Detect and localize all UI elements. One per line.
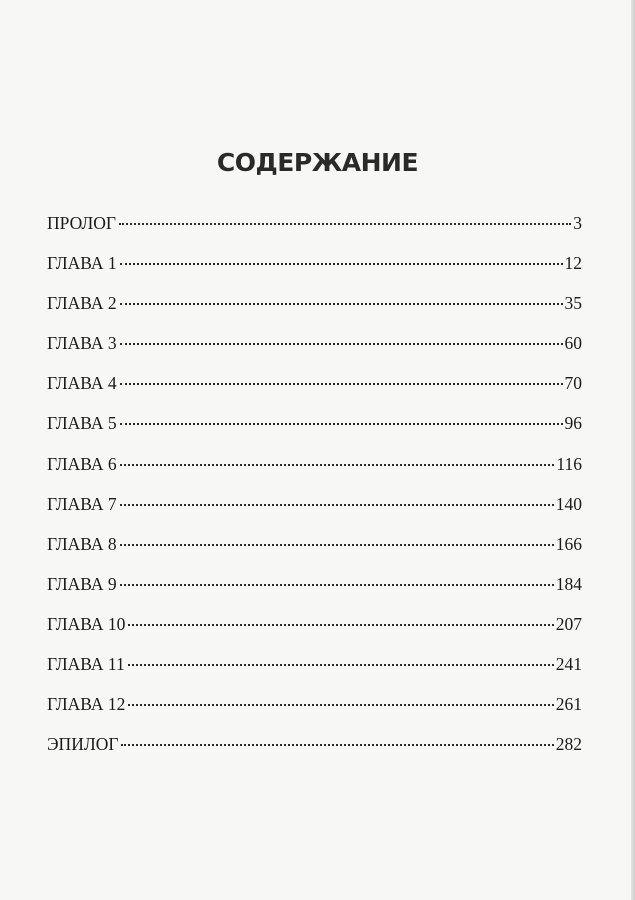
- page-title: СОДЕРЖАНИЕ: [216, 148, 419, 177]
- page-edge: [631, 0, 635, 900]
- toc-entry-label: ГЛАВА 1: [47, 253, 117, 274]
- toc-entry-page-number: 207: [555, 613, 582, 634]
- toc-entry-label: ГЛАВА 3: [47, 333, 117, 354]
- toc-entry: [47, 650, 582, 690]
- dot-leader: [120, 544, 554, 546]
- toc-entry: [47, 209, 582, 249]
- toc-entry-label: ГЛАВА 8: [47, 533, 117, 554]
- toc-entry-label: ГЛАВА 2: [47, 293, 117, 314]
- toc-entry-label: ГЛАВА 4: [47, 373, 117, 394]
- dot-leader: [120, 464, 555, 466]
- toc-entry: [47, 369, 582, 409]
- toc-entry-page-number: 261: [555, 694, 582, 715]
- dot-leader: [120, 383, 563, 385]
- toc-entry: [47, 249, 582, 289]
- dot-leader: [120, 504, 554, 506]
- toc-entry: [47, 289, 582, 329]
- dot-leader: [120, 343, 563, 345]
- toc-entry: [47, 530, 582, 570]
- dot-leader: [120, 303, 563, 305]
- toc-entry: [47, 409, 582, 449]
- dot-leader: [128, 664, 554, 666]
- toc-entry-label: ЭПИЛОГ: [47, 734, 119, 755]
- toc-entry-page-number: 116: [556, 453, 582, 474]
- dot-leader: [121, 744, 553, 746]
- dot-leader: [128, 624, 553, 626]
- toc-entry-page-number: 241: [555, 654, 582, 675]
- toc-entry-label: ГЛАВА 12: [47, 694, 126, 715]
- toc-entry-label: ПРОЛОГ: [47, 213, 116, 233]
- dot-leader: [128, 704, 553, 706]
- toc-entry-page-number: 282: [555, 734, 582, 755]
- toc-entry: [47, 730, 582, 770]
- dot-leader: [119, 223, 571, 225]
- dot-leader: [120, 263, 563, 265]
- toc-entry: [47, 570, 582, 610]
- toc-entry-label: ГЛАВА 11: [47, 654, 125, 675]
- toc-entry-page-number: 70: [564, 373, 582, 394]
- toc-entry-page-number: 3: [573, 213, 582, 233]
- toc-entry-label: ГЛАВА 5: [47, 413, 117, 434]
- toc-entry-label: ГЛАВА 6: [47, 453, 117, 474]
- toc-entry-page-number: 12: [564, 253, 582, 274]
- table-of-contents: [47, 209, 582, 770]
- toc-entry-page-number: 96: [564, 413, 582, 434]
- dot-leader: [120, 584, 554, 586]
- toc-entry-label: ГЛАВА 10: [47, 613, 126, 634]
- toc-entry-page-number: 140: [555, 493, 582, 514]
- toc-entry: [47, 610, 582, 650]
- toc-entry: [47, 450, 582, 490]
- toc-entry: [47, 490, 582, 530]
- toc-entry-page-number: 35: [564, 293, 582, 314]
- toc-entry-page-number: 184: [555, 573, 582, 594]
- toc-entry-label: ГЛАВА 7: [47, 493, 117, 514]
- toc-entry: [47, 690, 582, 730]
- dot-leader: [120, 423, 563, 425]
- toc-entry: [47, 329, 582, 369]
- toc-entry-label: ГЛАВА 9: [47, 573, 117, 594]
- toc-entry-page-number: 60: [564, 333, 582, 354]
- toc-entry-page-number: 166: [555, 533, 582, 554]
